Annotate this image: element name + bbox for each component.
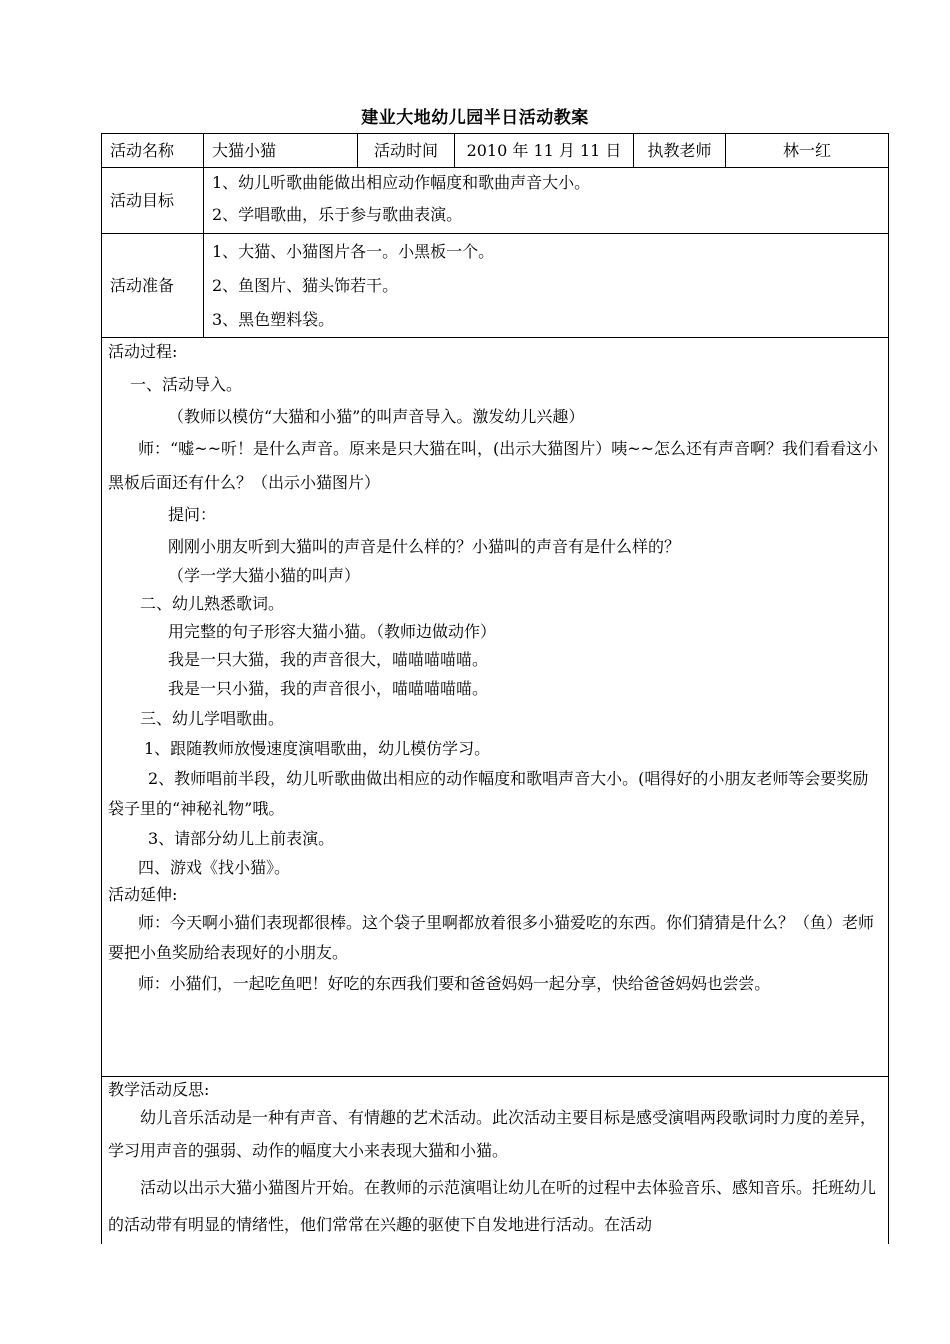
process-line: 提问： [168,505,217,524]
process-line: 3、请部分幼儿上前表演。 [148,829,335,848]
reflection-content [102,1077,889,1245]
reflection-paragraph: 活动以出示大猫小猫图片开始。在教师的示范演唱让幼儿在听的过程中去体验音乐、感知音乐。托班幼儿的活动带有明显的情绪性，他们常常在兴趣的驱使下自发地进行活动。在活动 [108,1178,877,1234]
process-line: 2、教师唱前半段，幼儿听歌曲做出相应的动作幅度和歌唱声音大小。(唱得好的小朋友老师等会要奖励袋子里的“神秘礼物”哦。 [108,769,869,818]
document-title: 建业大地幼儿园半日活动教案 [361,108,589,128]
blank-space [108,1000,882,1076]
process-heading: 活动过程: [108,342,178,361]
goal-item: 1、幼儿听歌曲能做出相应动作幅度和歌曲声音大小。 [212,173,591,192]
header-row [102,134,889,168]
activity-name-label: 活动名称 [102,134,204,168]
prep-content [204,234,889,338]
reflection-heading: 教学活动反思: [108,1080,210,1099]
process-content [102,338,889,1077]
process-line: 我是一只大猫，我的声音很大，喵喵喵喵喵。 [168,650,489,669]
process-line: 我是一只小猫，我的声音很小，喵喵喵喵喵。 [168,679,489,698]
extension-line: 师：小猫们，一起吃鱼吧！好吃的东西我们要和爸爸妈妈一起分享，快给爸爸妈妈也尝尝。 [138,974,771,993]
process-section: 一、活动导入。 [130,375,243,394]
process-row [102,338,889,1077]
goals-content [204,168,889,234]
prep-item: 2、鱼图片、猫头饰若干。 [212,276,399,295]
teacher-value: 林一红 [726,134,889,168]
prep-label: 活动准备 [102,234,204,338]
process-section: 二、幼儿熟悉歌词。 [140,594,285,613]
extension-line: 师：今天啊小猫们表现都很棒。这个袋子里啊都放着很多小猫爱吃的东西。你们猜猜是什么？（鱼）老师要把小鱼奖励给表现好的小朋友。 [108,913,875,962]
activity-name-value: 大猫小猫 [204,134,358,168]
goals-row [102,168,889,234]
activity-time-label: 活动时间 [358,134,455,168]
reflection-row [102,1077,889,1245]
goal-item: 2、学唱歌曲，乐于参与歌曲表演。 [212,205,463,224]
extension-heading: 活动延伸: [108,885,178,904]
prep-item: 1、大猫、小猫图片各一。小黑板一个。 [212,242,495,261]
process-line: 刚刚小朋友听到大猫叫的声音是什么样的？小猫叫的声音有是什么样的？ [168,537,681,556]
lesson-plan-table [101,133,889,1244]
process-section: 四、游戏《找小猫》。 [138,858,291,877]
process-line: （教师以模仿“大猫和小猫”的叫声音导入。激发幼儿兴趣） [168,407,585,426]
prep-row [102,234,889,338]
teacher-label: 执教老师 [634,134,726,168]
process-line: 师：“嘘~~听！是什么声音。原来是只大猫在叫，(出示大猫图片）咦~~怎么还有声音啊？我们看看这小黑板后面还有什么？（出示小猫图片） [108,439,879,492]
process-line: （学一学大猫小猫的叫声） [168,566,361,585]
goals-label: 活动目标 [102,168,204,234]
process-line: 1、跟随教师放慢速度演唱歌曲，幼儿模仿学习。 [144,739,491,758]
activity-time-value: 2010 年 11 月 11 日 [455,134,634,168]
process-section: 三、幼儿学唱歌曲。 [140,709,285,728]
reflection-paragraph: 幼儿音乐活动是一种有声音、有情趣的艺术活动。此次活动主要目标是感受演唱两段歌词时力度的差异，学习用声音的强弱、动作的幅度大小来表现大猫和小猫。 [108,1108,877,1160]
process-line: 用完整的句子形容大猫小猫。（教师边做动作） [168,622,497,641]
prep-item: 3、黑色塑料袋。 [212,310,335,329]
